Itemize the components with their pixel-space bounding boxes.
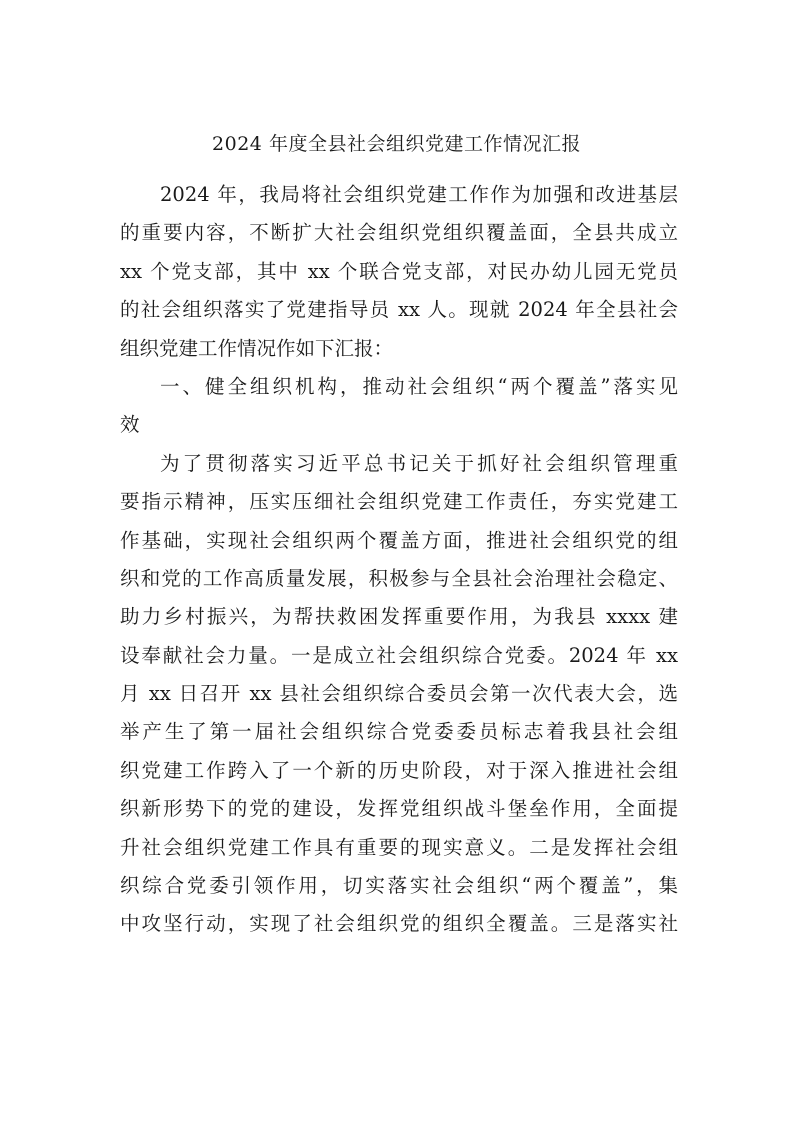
- text-line: 的社会组织落实了党建指导员 xx 人。现就 2024 年全县社会: [120, 298, 678, 322]
- text-line: 为了贯彻落实习近平总书记关于抓好社会组织管理重: [160, 451, 678, 475]
- text-line: 织和党的工作高质量发展，积极参与全县社会治理社会稳定、: [120, 566, 678, 590]
- text-line: 中攻坚行动，实现了社会组织党的组织全覆盖。三是落实社: [120, 912, 678, 936]
- text-line: xx 个党支部，其中 xx 个联合党支部，对民办幼儿园无党员: [120, 259, 678, 283]
- text-line: 要指示精神，压实压细社会组织党建工作责任，夯实党建工: [120, 490, 678, 514]
- text-line: 升社会组织党建工作具有重要的现实意义。二是发挥社会组: [120, 835, 678, 859]
- text-line: 效: [120, 413, 140, 437]
- text-line: 设奉献社会力量。一是成立社会组织综合党委。2024 年 xx: [120, 643, 678, 667]
- document-body: [120, 176, 678, 944]
- text-line: 织党建工作跨入了一个新的历史阶段，对于深入推进社会组: [120, 758, 678, 782]
- text-line: 织新形势下的党的建设，发挥党组织战斗堡垒作用，全面提: [120, 797, 678, 821]
- text-line: 组织党建工作情况作如下汇报：: [120, 336, 394, 360]
- text-line: 作基础，实现社会组织两个覆盖方面，推进社会组织党的组: [120, 528, 678, 552]
- page-title: 2024 年度全县社会组织党建工作情况汇报: [212, 133, 581, 155]
- text-line: 一、健全组织机构，推动社会组织“两个覆盖”落实见: [160, 374, 678, 398]
- text-line: 的重要内容，不断扩大社会组织党组织覆盖面，全县共成立: [120, 221, 678, 245]
- text-line: 举产生了第一届社会组织综合党委委员标志着我县社会组: [120, 720, 678, 744]
- text-line: 2024 年，我局将社会组织党建工作作为加强和改进基层: [160, 183, 678, 206]
- text-line: 月 xx 日召开 xx 县社会组织综合委员会第一次代表大会，选: [120, 682, 678, 706]
- text-line: 织综合党委引领作用，切实落实社会组织“两个覆盖”，集: [120, 874, 678, 898]
- text-line: 助力乡村振兴，为帮扶救困发挥重要作用，为我县 xxxx 建: [120, 605, 678, 629]
